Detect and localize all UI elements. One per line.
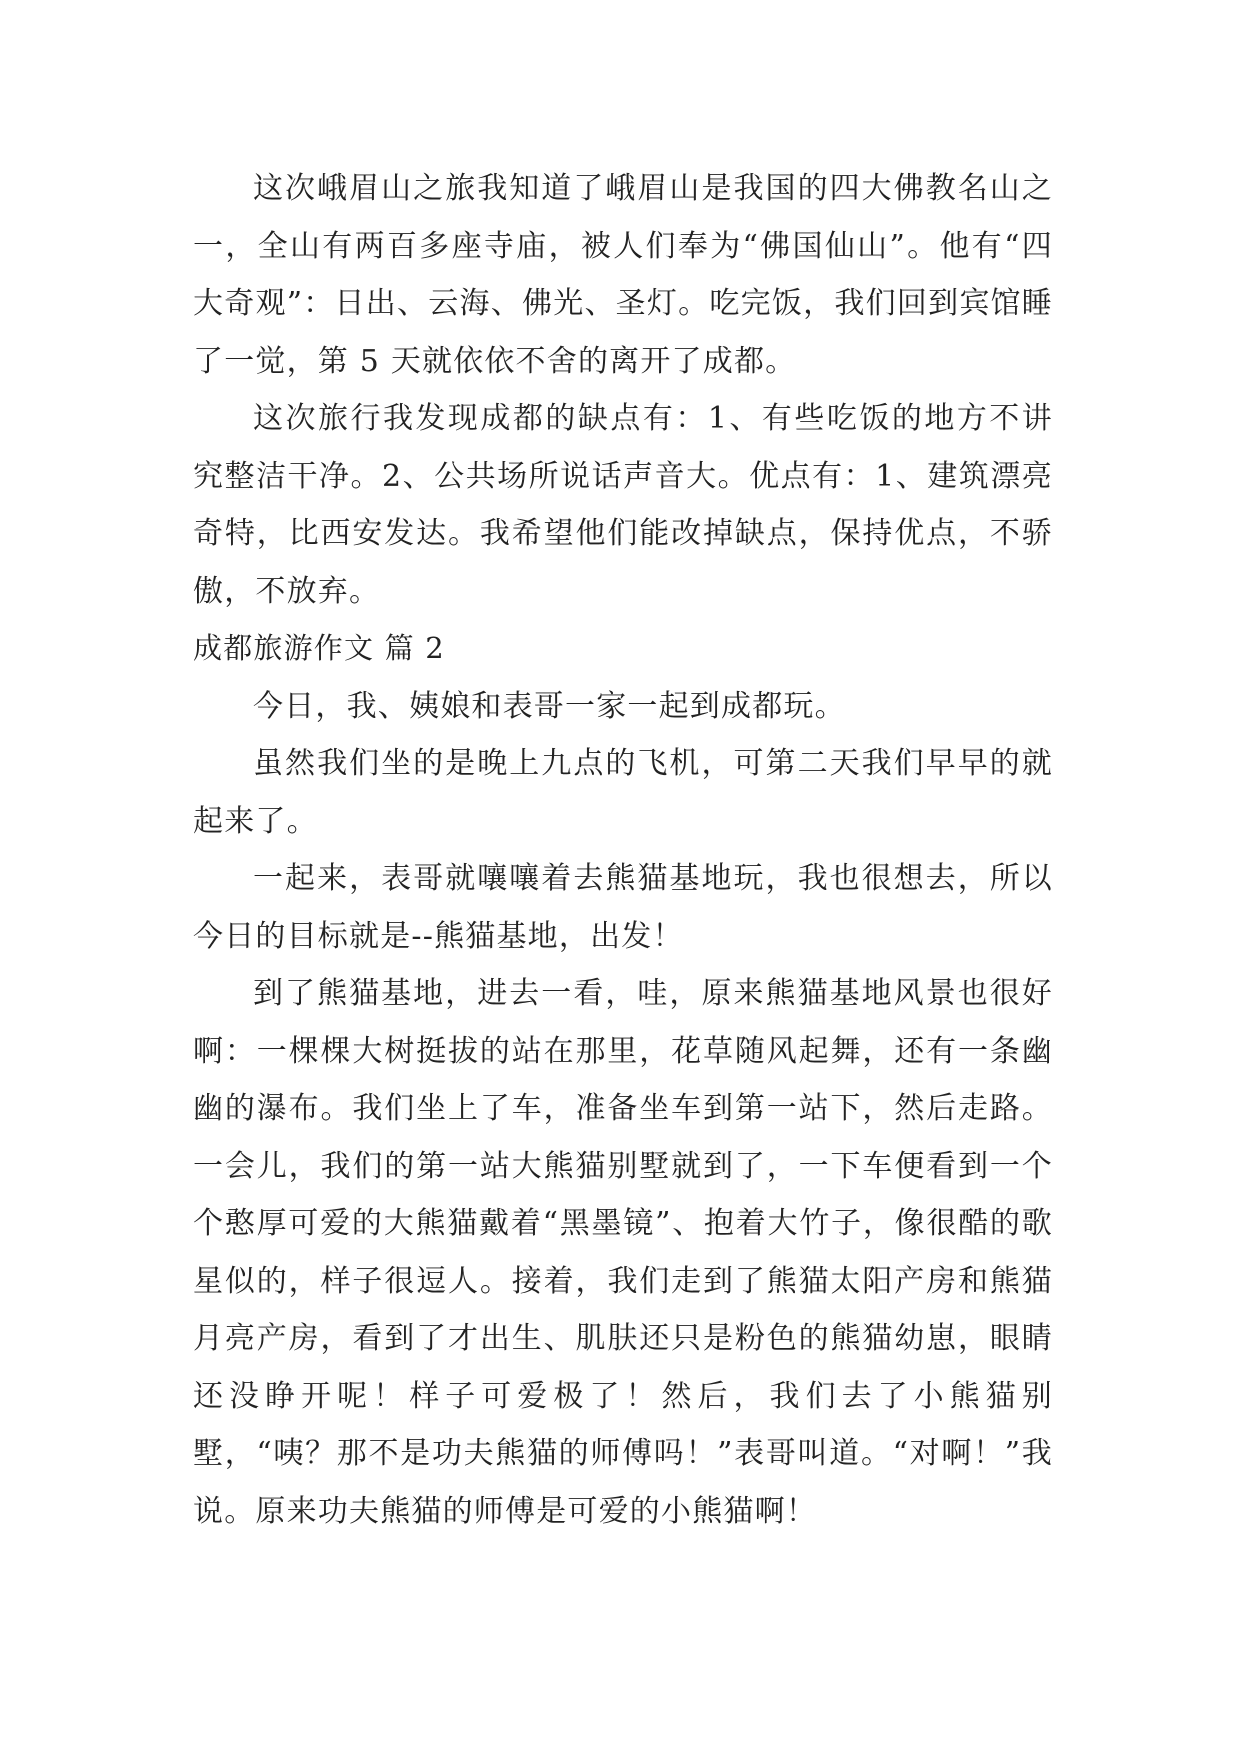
paragraph-emei-trip: 这次峨眉山之旅我知道了峨眉山是我国的四大佛教名山之一，全山有两百多座寺庙，被人们奉为“佛国仙山”。他有“四大奇观”：日出、云海、佛光、圣灯。吃完饭，我们回到宾馆睡了一觉，第 5 天就依依不舍的离开了成都。 [193, 171, 1053, 379]
paragraph-panda-base: 到了熊猫基地，进去一看，哇，原来熊猫基地风景也很好啊：一棵棵大树挺拔的站在那里，花草随风起舞，还有一条幽幽的瀑布。我们坐上了车，准备坐车到第一站下，然后走路。一会儿，我们的第一站大熊猫别墅就到了，一下车便看到一个个憨厚可爱的大熊猫戴着“黑墨镜”、抱着大竹子，像很酷的歌星似的，样子很逗人。接着，我们走到了熊猫太阳产房和熊猫月亮产房，看到了才出生、肌肤还只是粉色的熊猫幼崽，眼睛还没睁开呢！样子可爱极了！然后，我们去了小熊猫别墅，“咦？那不是功夫熊猫的师傅吗！”表哥叫道。“对啊！”我说。原来功夫熊猫的师傅是可爱的小熊猫啊！ [193, 976, 1053, 1529]
article-body [193, 160, 1053, 1540]
paragraph-intro: 今日，我、姨娘和表哥一家一起到成都玩。 [253, 688, 846, 724]
paragraph-chengdu-review: 这次旅行我发现成都的缺点有：1、有些吃饭的地方不讲究整洁干净。2、公共场所说话声音大。优点有：1、建筑漂亮奇特，比西安发达。我希望他们能改掉缺点，保持优点，不骄傲，不放弃。 [193, 401, 1053, 609]
section-heading: 成都旅游作文 篇 2 [193, 631, 445, 665]
paragraph-goal: 一起来，表哥就嚷嚷着去熊猫基地玩，我也很想去，所以今日的目标就是--熊猫基地，出发！ [193, 861, 1053, 954]
paragraph-flight: 虽然我们坐的是晚上九点的飞机，可第二天我们早早的就起来了。 [193, 746, 1053, 839]
